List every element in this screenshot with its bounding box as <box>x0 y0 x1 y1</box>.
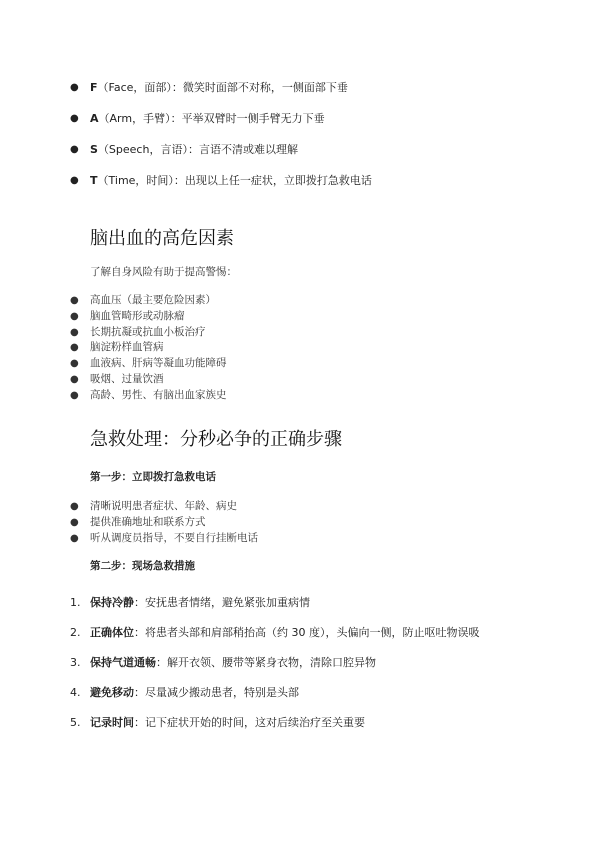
list-item: ● T（Time，时间）：出现以上任一症状，立即拨打急救电话 <box>70 174 372 187</box>
risk-list <box>70 293 227 404</box>
bullet-icon: ● <box>70 516 79 528</box>
list-item: 3. 保持气道通畅：解开衣领、腰带等紧身衣物，清除口腔异物 <box>70 656 376 669</box>
bullet-icon: ● <box>70 82 79 93</box>
list-item: ● 清晰说明患者症状、年龄、病史 <box>70 499 258 515</box>
step2-list <box>70 592 520 742</box>
list-item: ● 提供准确地址和联系方式 <box>70 515 258 531</box>
step1-title: 第一步：立即拨打急救电话 <box>90 471 216 483</box>
section-heading-firstaid: 急救处理：分秒必争的正确步骤 <box>90 429 342 450</box>
list-item: 2. 正确体位：将患者头部和肩部稍抬高（约 30 度），头偏向一侧，防止呕吐物误吸 <box>70 626 480 639</box>
list-item: 4. 避免移动：尽量减少搬动患者，特别是头部 <box>70 686 299 699</box>
bullet-icon: ● <box>70 310 79 322</box>
list-item: ● 脑淀粉样血管病 <box>70 340 227 356</box>
list-item: ● 吸烟、过量饮酒 <box>70 372 227 388</box>
bullet-icon: ● <box>70 326 79 338</box>
bullet-icon: ● <box>70 389 79 401</box>
bullet-icon: ● <box>70 144 79 155</box>
bullet-icon: ● <box>70 501 79 512</box>
list-item: ● 长期抗凝或抗血小板治疗 <box>70 325 227 341</box>
list-item: 5. 记录时间：记下症状开始的时间，这对后续治疗至关重要 <box>70 716 365 729</box>
section-heading-risk: 脑出血的高危因素 <box>90 228 234 249</box>
step1-list <box>70 499 258 546</box>
list-item: ● A（Arm，手臂）：平举双臂时一侧手臂无力下垂 <box>70 112 325 125</box>
step2-title: 第二步：现场急救措施 <box>90 560 195 572</box>
bullet-icon: ● <box>70 295 79 306</box>
bullet-icon: ● <box>70 373 79 385</box>
list-item: ● 血液病、肝病等凝血功能障碍 <box>70 356 227 372</box>
bullet-icon: ● <box>70 175 79 186</box>
list-item: ● S（Speech，言语）：言语不清或难以理解 <box>70 143 298 156</box>
fast-list <box>70 80 372 204</box>
list-item: ● 高血压（最主要危险因素） <box>70 293 227 309</box>
bullet-icon: ● <box>70 358 79 370</box>
bullet-icon: ● <box>70 113 79 124</box>
risk-intro: 了解自身风险有助于提高警惕： <box>90 266 237 278</box>
list-item: ● 高龄、男性、有脑出血家族史 <box>70 388 227 404</box>
list-item: 1. 保持冷静：安抚患者情绪，避免紧张加重病情 <box>70 596 310 609</box>
bullet-icon: ● <box>70 532 79 544</box>
list-item: ● F（Face，面部）：微笑时面部不对称，一侧面部下垂 <box>70 81 348 94</box>
list-item: ● 脑血管畸形或动脉瘤 <box>70 309 227 325</box>
list-item: ● 听从调度员指导，不要自行挂断电话 <box>70 531 258 547</box>
bullet-icon: ● <box>70 342 79 354</box>
